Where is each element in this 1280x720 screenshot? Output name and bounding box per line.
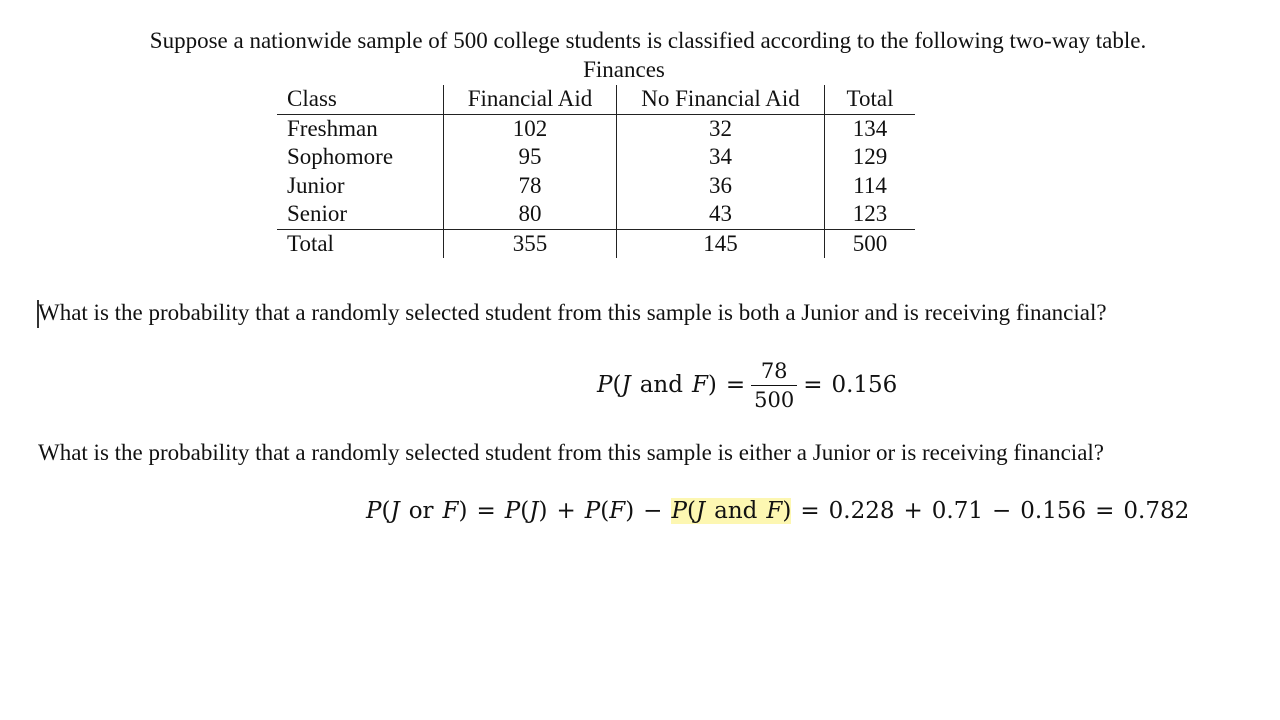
header-total: Total <box>825 85 916 114</box>
cell-total: 123 <box>825 200 916 229</box>
eq2-or: or <box>408 498 434 524</box>
cell-no-financial-aid: 36 <box>617 172 825 201</box>
eq2-f: F <box>442 498 459 524</box>
eq1-f: F <box>691 372 708 398</box>
row-label: Sophomore <box>287 144 394 170</box>
two-way-table <box>277 85 915 258</box>
row-label: Total <box>277 229 444 258</box>
cell-financial-aid: 355 <box>444 229 617 258</box>
table-total-row <box>277 229 915 258</box>
eq2-v3: 0.156 <box>1020 498 1087 524</box>
eq2-p: P <box>366 498 382 524</box>
row-label: Senior <box>287 201 348 227</box>
eq2-f2: F <box>609 498 626 524</box>
header-financial-aid: Financial Aid <box>444 85 617 114</box>
eq2-v1: 0.228 <box>828 498 895 524</box>
question-1: What is the probability that a randomly selected student from this sample is both a Junior and is receiving financial? <box>38 300 1107 325</box>
eq2-p3: P <box>584 498 601 524</box>
cell-financial-aid: 78 <box>444 172 617 201</box>
header-no-financial-aid: No Financial Aid <box>617 85 825 114</box>
eq2-p4: P <box>671 498 687 524</box>
cell-financial-aid: 102 <box>444 114 617 143</box>
eq2-f3: F <box>766 498 783 524</box>
row-label: Freshman <box>287 115 378 141</box>
eq1-and: and <box>639 372 683 398</box>
equation-1: P ( J and F ) = $\frac{78}{500}$ = 0.156 <box>597 358 898 412</box>
eq2-v2: 0.71 <box>931 498 983 524</box>
eq2-p2: P <box>504 498 521 524</box>
table-header-row <box>277 85 915 114</box>
cell-no-financial-aid: 32 <box>617 114 825 143</box>
cell-no-financial-aid: 43 <box>617 200 825 229</box>
cell-financial-aid: 80 <box>444 200 617 229</box>
eq1-j: J <box>621 372 631 398</box>
fraction-denominator: 500 <box>754 387 795 412</box>
table-row <box>277 143 915 172</box>
fraction-numerator: 78 <box>751 359 797 386</box>
eq1-p: P <box>597 372 613 398</box>
eq2-j3: J <box>695 498 706 524</box>
highlighted-term: P(J and F) <box>671 498 792 524</box>
cell-total: 114 <box>825 172 916 201</box>
intro-text: Suppose a nationwide sample of 500 college students is classified according to the following two-way table. <box>149 28 1147 53</box>
table-row <box>277 200 915 229</box>
header-class: Class <box>277 85 444 114</box>
cell-total: 129 <box>825 143 916 172</box>
cell-no-financial-aid: 34 <box>617 143 825 172</box>
table-caption: Finances <box>583 57 665 82</box>
fraction <box>751 359 797 412</box>
eq2-j: J <box>390 498 400 524</box>
question-2: What is the probability that a randomly selected student from this sample is either a Junior or is receiving financial? <box>38 440 1104 465</box>
eq2-and: and <box>714 498 758 524</box>
row-label: Junior <box>287 172 345 198</box>
table-row <box>277 114 915 143</box>
cell-total: 500 <box>825 229 916 258</box>
cell-financial-aid: 95 <box>444 143 617 172</box>
cell-total: 134 <box>825 114 916 143</box>
eq1-result: 0.156 <box>831 372 898 398</box>
cell-no-financial-aid: 145 <box>617 229 825 258</box>
eq2-result: 0.782 <box>1123 498 1190 524</box>
eq2-j2: J <box>529 498 539 524</box>
table-row <box>277 172 915 201</box>
equation-2: P ( J or F ) = P ( J ) + P ( F ) − P(J and F) = 0.228 + 0.71 − 0.156 = 0.782 <box>366 498 1190 524</box>
